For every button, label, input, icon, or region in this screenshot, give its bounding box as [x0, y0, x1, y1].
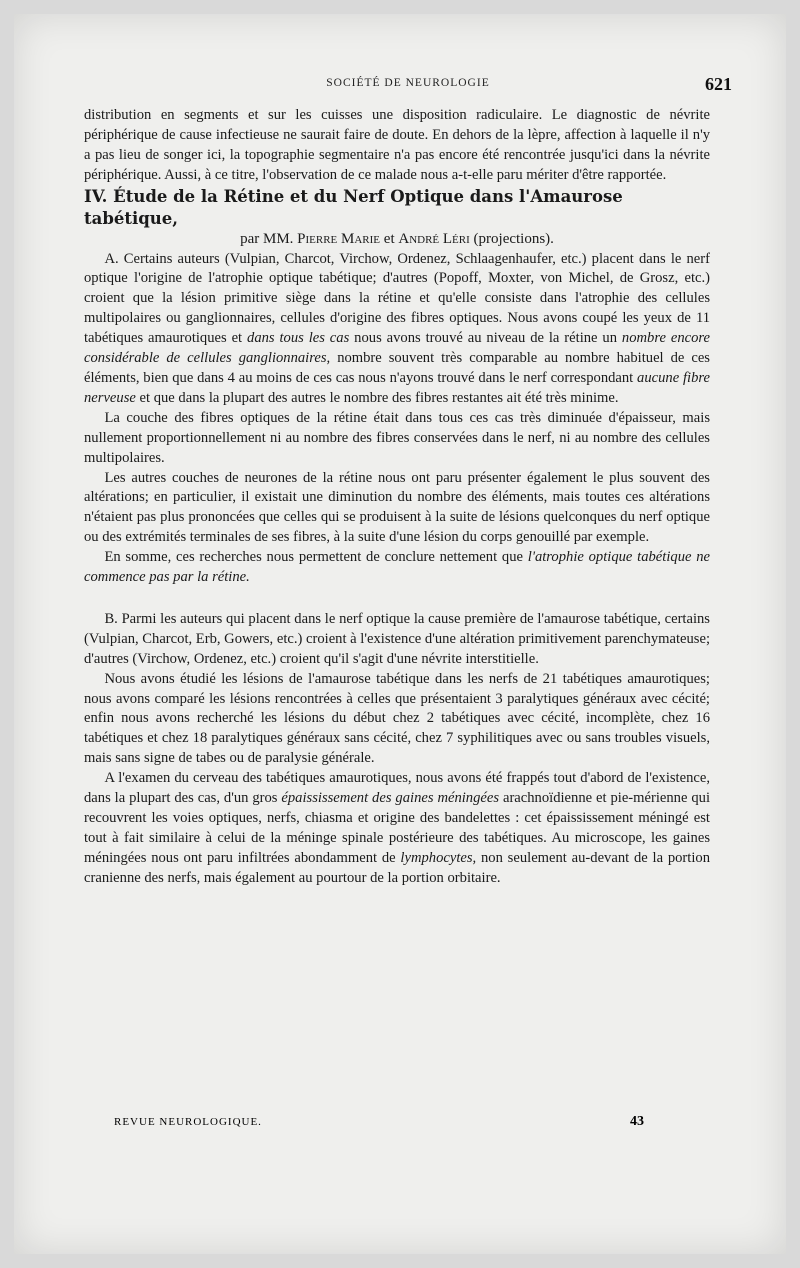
byline [84, 230, 710, 250]
part-b-paragraph-2: Nous avons étudié les lésions de l'amaurose tabétique dans les nerfs de 21 tabétiques amaurotiques; nous avons comparé les lésions rencontrées à celles que présentaient 3 paralytiques généraux avec cécité; enfin nous avons recherché les lésions du début chez 2 tabétiques avec cécité, incomplète, chez 16 tabétiques et chez 18 paralytiques généraux sans cécité, chez 7 syphilitiques avec ou sans troubles visuels, mais sans signe de tabes ou de paralysie générale. [84, 670, 710, 767]
part-a-paragraph-2: La couche des fibres optiques de la rétine était dans tous ces cas très diminuée d'épaisseur, mais nullement proportionnellement ni au nombre des fibres conservées dans le nerf, ni au nombre des cellules multipolaires. [84, 409, 710, 466]
part-b-paragraph-1: B. Parmi les auteurs qui placent dans le nerf optique la cause première de l'amaurose tabétique, certains (Vulpian, Charcot, Erb, Gowers, etc.) croient à l'existence d'une altération primitivement parenchymateuse; d'autres (Virchow, Ordenez, etc.) croient qu'il s'agit d'une névrite interstitielle. [84, 610, 711, 667]
text-run: nombre souvent très comparable au nombre habituel de ces éléments, bien que dans 4 au moins de ces cas nous n'ayons trouvé dans le nerf correspondant [84, 350, 710, 386]
scanned-page [14, 14, 786, 1254]
article-body [84, 106, 710, 889]
text-run: nous avons trouvé au niveau de la rétine un [354, 330, 618, 347]
section-title: Étude de la Rétine et du Nerf Optique dans l'Amaurose tabétique, [84, 186, 623, 228]
text-run: A l'examen du cerveau des tabétiques amaurotiques, nous avons été frappés tout d'abord de l'existence, dans la plupart des cas, d'un gros [84, 770, 710, 807]
byline-et: et [383, 230, 395, 247]
part-b-paragraph-3 [84, 769, 710, 888]
byline-note: (projections). [473, 230, 554, 247]
running-head-title: SOCIÉTÉ DE NEUROLOGIE [326, 77, 490, 89]
running-head [84, 74, 732, 96]
italic-run: lymphocytes, [400, 849, 477, 866]
section-heading [84, 186, 710, 230]
text-run: et que dans la plupart des autres le nombre des fibres restantes ait été très minime. [139, 389, 619, 406]
paragraph-gap [84, 588, 710, 610]
italic-run: nombre encore considérable de cellules ganglionnaires, [84, 330, 711, 367]
footer-journal: REVUE NEUROLOGIQUE. [114, 1116, 262, 1128]
signature-mark: 43 [630, 1114, 644, 1129]
italic-run: épaississement des gaines méningées [281, 790, 500, 807]
italic-run: dans tous les cas [247, 330, 350, 347]
part-a-paragraph-3: Les autres couches de neurones de la rétine nous ont paru présenter également le plus souvent des altérations; en particulier, il existait une diminution du nombre des éléments, mais toutes ces altérations n'étaient pas plus prononcées que celles qui se produisent à la suite de lésions quelconques du nerf optique ou des extrémités terminales de ses fibres, à la suite d'une lésion du corps genouillé par exemple. [84, 469, 710, 546]
part-a-paragraph-1 [84, 250, 710, 409]
text-run: En somme, ces recherches nous permettent de conclure nettement que [104, 549, 523, 566]
author-name: Pierre Marie [297, 230, 381, 247]
intro-paragraph: distribution en segments et sur les cuisses une disposition radiculaire. Le diagnostic de névrite périphérique de cause infectieuse ne saurait faire de doute. En dehors de la lèpre, affection à laquelle il n'y a pas lieu de songer ici, la topographie segmentaire n'a pas encore été rencontrée jusqu'ici dans la névrite périphérique. Aussi, à ce titre, l'observation de ce malade nous a-t-elle paru mériter d'être rapportée. [84, 107, 710, 183]
byline-par: par MM. [240, 230, 294, 247]
italic-run: l'atrophie optique tabétique ne commence pas par la rétine. [84, 549, 711, 586]
text-run: arachnoïdienne et pie-mérienne qui recouvrent les voies optiques, nerfs, chiasma et origine des bandelettes : cet épaississement méningé est tout à fait similaire à celui de la méninge spinale postérieure des tabétiques. Au microscope, les gaines méningées nous ont paru infiltrées abondamment de [84, 790, 711, 866]
text-run: A. Certains auteurs (Vulpian, Charcot, Virchow, Ordenez, Schlaagenhaufer, etc.) placent dans le nerf optique l'origine de l'atrophie optique tabétique; d'autres (Popoff, Moxter, von Michel, de Grosz, etc.) croient que la lésion primitive siège dans la rétine et qu'elle consiste dans l'atrophie des cellules multipolaires ou ganglionnaires, cellules d'origine des fibres optiques. Nous avons coupé les yeux de 11 tabétiques amaurotiques et [84, 250, 710, 347]
text-run: non seulement au-devant de la portion cranienne des nerfs, mais également au pourtour de la portion orbitaire. [84, 849, 710, 886]
page-number: 621 [705, 74, 732, 94]
part-a-paragraph-4 [84, 548, 710, 588]
section-number: IV. [84, 186, 108, 206]
page-footer [114, 1114, 644, 1134]
italic-run: aucune fibre nerveuse [84, 369, 711, 406]
author-name: André Léri [398, 230, 470, 247]
